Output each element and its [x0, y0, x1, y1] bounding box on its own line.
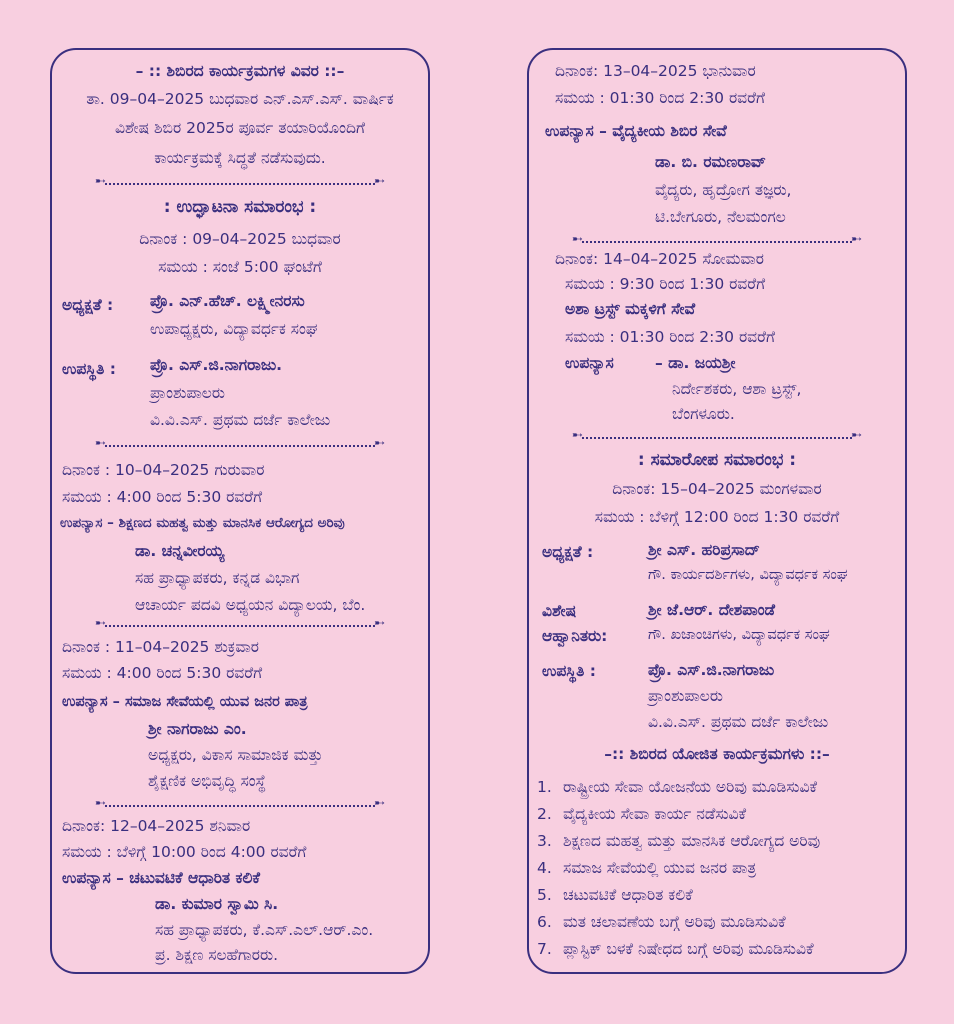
day13-date: ದಿನಾಂಕ: 13–04–2025 ಭಾನುವಾರ — [555, 62, 756, 80]
day10-role-2: ಆಚಾರ್ಯ ಪದವಿ ಅಧ್ಯಯನ ವಿದ್ಯಾಲಯ, ಬೆಂ. — [135, 596, 366, 614]
valedictory-presence-label: ಉಪಸ್ಥಿತಿ : — [542, 662, 596, 680]
divider: ➸ ➸ — [572, 428, 862, 443]
item-text: ಪ್ಲಾಸ್ಟಿಕ್ ಬಳಕೆ ನಿಷೇಧದ ಬಗ್ಗೆ ಅರಿವು ಮೂಡಿಸುವಿಕೆ — [563, 940, 814, 958]
day10-role-1: ಸಹ ಪ್ರಾಧ್ಯಾಪಕರು, ಕನ್ನಡ ವಿಭಾಗ — [135, 569, 300, 587]
item-text: ಶಿಕ್ಷಣದ ಮಹತ್ವ ಮತ್ತು ಮಾನಸಿಕ ಆರೋಗ್ಯದ ಅರಿವು — [563, 832, 821, 850]
divider: ➸ ➸ — [95, 436, 385, 451]
guest-role: ಗೌ. ಖಜಾಂಚಿಗಳು, ವಿದ್ಯಾವರ್ಧಕ ಸಂಘ — [648, 627, 830, 643]
day14-role-2: ಬೆಂಗಳೂರು. — [672, 405, 735, 423]
item-number: 6. — [537, 913, 552, 931]
day14-time-2: ಸಮಯ : 01:30 ರಿಂದ 2:30 ರವರೆಗೆ — [565, 328, 775, 346]
intro-line-2: ವಿಶೇಷ ಶಿಬಿರ 2025ರ ಪೂರ್ವ ತಯಾರಿಯೊಂದಿಗೆ — [115, 119, 365, 137]
president-label: ಅಧ್ಯಕ್ಷತೆ : — [62, 296, 114, 314]
item-number: 3. — [537, 832, 552, 850]
intro-line-3: ಕಾರ್ಯಕ್ರಮಕ್ಕೆ ಸಿದ್ಧತೆ ನಡೆಸುವುದು. — [154, 149, 326, 167]
day11-time: ಸಮಯ : 4:00 ರಿಂದ 5:30 ರವರೆಗೆ — [62, 664, 263, 682]
item-number: 2. — [537, 805, 552, 823]
inauguration-title: : ಉದ್ಘಾಟನಾ ಸಮಾರಂಭ : — [163, 197, 317, 217]
item-text: ರಾಷ್ಟ್ರೀಯ ಸೇವಾ ಯೋಜನೆಯ ಅರಿವು ಮೂಡಿಸುವಿಕೆ — [563, 778, 818, 796]
valedictory-date: ದಿನಾಂಕ: 15–04–2025 ಮಂಗಳವಾರ — [612, 480, 822, 498]
divider: ➸ ➸ — [95, 796, 385, 811]
inauguration-time: ಸಮಯ : ಸಂಜೆ 5:00 ಘಂಟೆಗೆ — [158, 258, 322, 276]
item-number: 5. — [537, 886, 552, 904]
planned-programs-title: –:: ಶಿಬಿರದ ಯೋಜಿತ ಕಾರ್ಯಕ್ರಮಗಳು ::– — [604, 745, 830, 763]
item-text: ಚಟುವಟಿಕೆ ಆಧಾರಿತ ಕಲಿಕೆ — [563, 886, 693, 904]
day10-speaker: ಡಾ. ಚನ್ನವೀರಯ್ಯ — [135, 542, 225, 560]
presence-label: ಉಪಸ್ಥಿತಿ : — [62, 360, 116, 378]
day14-service: ಅಶಾ ಟ್ರಸ್ಟ್ ಮಕ್ಕಳಿಗೆ ಸೇವೆ — [565, 300, 696, 318]
item-number: 1. — [537, 778, 552, 796]
day14-date: ದಿನಾಂಕ: 14–04–2025 ಸೋಮವಾರ — [555, 250, 764, 268]
day14-time: ಸಮಯ : 9:30 ರಿಂದ 1:30 ರವರೆಗೆ — [565, 275, 766, 293]
day13-role-2: ಟಿ.ಬೇಗೂರು, ನೆಲಮಂಗಲ — [655, 208, 786, 226]
item-text: ಸಮಾಜ ಸೇವೆಯಲ್ಲಿ ಯುವ ಜನರ ಪಾತ್ರ — [563, 859, 757, 877]
day13-time: ಸಮಯ : 01:30 ರಿಂದ 2:30 ರವರೆಗೆ — [555, 89, 765, 107]
divider: ➸ ➸ — [572, 232, 862, 247]
day13-lecture: ಉಪನ್ಯಾಸ – ವೈದ್ಯಕೀಯ ಶಿಬಿರ ಸೇವೆ — [545, 122, 727, 140]
divider: ➸ ➸ — [95, 616, 385, 631]
president-role: ಉಪಾಧ್ಯಕ್ಷರು, ವಿದ್ಯಾವರ್ಧಕ ಸಂಘ — [150, 320, 318, 338]
day13-speaker: ಡಾ. ಬಿ. ರಮಣರಾವ್ — [655, 153, 766, 171]
guest-label-2: ಆಹ್ವಾನಿತರು: — [542, 627, 608, 645]
intro-line-1: ತಾ. 09–04–2025 ಬುಧವಾರ ಎನ್.ಎಸ್.ಎಸ್. ವಾರ್ಷಿಕ — [86, 90, 394, 108]
day14-lecture-speaker: – ಡಾ. ಜಯಶ್ರೀ — [655, 354, 736, 372]
guest-label-1: ವಿಶೇಷ — [542, 602, 577, 620]
day12-date: ದಿನಾಂಕ: 12–04–2025 ಶನಿವಾರ — [62, 817, 251, 835]
day12-lecture: ಉಪನ್ಯಾಸ – ಚಟುವಟಿಕೆ ಆಧಾರಿತ ಕಲಿಕೆ — [62, 869, 260, 887]
day11-lecture: ಉಪನ್ಯಾಸ – ಸಮಾಜ ಸೇವೆಯಲ್ಲಿ ಯುವ ಜನರ ಪಾತ್ರ — [62, 694, 308, 710]
item-text: ವೈದ್ಯಕೀಯ ಸೇವಾ ಕಾರ್ಯ ನಡೆಸುವಿಕೆ — [563, 805, 747, 823]
item-number: 7. — [537, 940, 552, 958]
valedictory-time: ಸಮಯ : ಬೆಳಿಗ್ಗೆ 12:00 ರಿಂದ 1:30 ರವರೆಗೆ — [594, 508, 840, 526]
day13-role-1: ವೈದ್ಯರು, ಹೃದ್ರೋಗ ತಜ್ಞರು, — [655, 181, 792, 199]
divider: ➸ ➸ — [95, 174, 385, 189]
valedictory-title: : ಸಮಾರೋಪ ಸಮಾರಂಭ : — [637, 450, 797, 470]
president-name: ಪ್ರೊ. ಎನ್.ಹೆಚ್. ಲಕ್ಷ್ಮೀನರಸು — [150, 292, 305, 310]
day11-role-1: ಅಧ್ಯಕ್ಷರು, ವಿಕಾಸ ಸಾಮಾಜಿಕ ಮತ್ತು — [148, 746, 323, 764]
valedictory-president-label: ಅಧ್ಯಕ್ಷತೆ : — [542, 543, 594, 561]
day11-date: ದಿನಾಂಕ : 11–04–2025 ಶುಕ್ರವಾರ — [62, 638, 260, 656]
presence-role-2: ವಿ.ವಿ.ಎಸ್. ಪ್ರಥಮ ದರ್ಜೆ ಕಾಲೇಜು — [150, 411, 331, 429]
day11-speaker: ಶ್ರೀ ನಾಗರಾಜು ಎಂ. — [148, 720, 247, 738]
day14-lecture-label: ಉಪನ್ಯಾಸ — [565, 354, 614, 372]
valedictory-presence-role-2: ವಿ.ವಿ.ಎಸ್. ಪ್ರಥಮ ದರ್ಜೆ ಕಾಲೇಜು — [648, 713, 829, 731]
program-details-heading: – :: ಶಿಬಿರದ ಕಾರ್ಯಕ್ರಮಗಳ ವಿವರ ::– — [135, 62, 345, 80]
day12-role-1: ಸಹ ಪ್ರಾಧ್ಯಾಪಕರು, ಕೆ.ಎಸ್.ಎಲ್.ಆರ್.ಎಂ. — [155, 921, 374, 939]
item-text: ಮತ ಚಲಾವಣೆಯ ಬಗ್ಗೆ ಅರಿವು ಮೂಡಿಸುವಿಕೆ — [563, 913, 786, 931]
day14-role-1: ನಿರ್ದೇಶಕರು, ಆಶಾ ಟ್ರಸ್ಟ್, — [672, 380, 802, 398]
presence-role-1: ಪ್ರಾಂಶುಪಾಲರು — [150, 384, 225, 402]
valedictory-presence-role-1: ಪ್ರಾಂಶುಪಾಲರು — [648, 687, 723, 705]
day12-speaker: ಡಾ. ಕುಮಾರ ಸ್ವಾಮಿ ಸಿ. — [155, 895, 279, 913]
day10-date: ದಿನಾಂಕ : 10–04–2025 ಗುರುವಾರ — [62, 461, 265, 479]
valedictory-president-name: ಶ್ರೀ ಎಸ್. ಹರಿಪ್ರಸಾದ್ — [648, 541, 760, 559]
day10-lecture: ಉಪನ್ಯಾಸ – ಶಿಕ್ಷಣದ ಮಹತ್ವ ಮತ್ತು ಮಾನಸಿಕ ಆರೋಗ್ಯದ ಅರಿವು — [60, 515, 345, 531]
inauguration-date: ದಿನಾಂಕ : 09–04–2025 ಬುಧವಾರ — [139, 230, 341, 248]
valedictory-presence-name: ಪ್ರೊ. ಎಸ್.ಜಿ.ನಾಗರಾಜು — [648, 661, 775, 679]
item-number: 4. — [537, 859, 552, 877]
guest-name: ಶ್ರೀ ಜೆ.ಆರ್. ದೇಶಪಾಂಡೆ — [648, 601, 776, 619]
presence-name: ಪ್ರೊ. ಎಸ್.ಜಿ.ನಾಗರಾಜು. — [150, 356, 283, 374]
valedictory-president-role: ಗೌ. ಕಾರ್ಯದರ್ಶಿಗಳು, ವಿದ್ಯಾವರ್ಧಕ ಸಂಘ — [648, 567, 848, 583]
day10-time: ಸಮಯ : 4:00 ರಿಂದ 5:30 ರವರೆಗೆ — [62, 488, 263, 506]
day12-role-2: ಪ್ರ. ಶಿಕ್ಷಣ ಸಲಹೆಗಾರರು. — [155, 946, 279, 964]
day12-time: ಸಮಯ : ಬೆಳಿಗ್ಗೆ 10:00 ರಿಂದ 4:00 ರವರೆಗೆ — [62, 843, 307, 861]
day11-role-2: ಶೈಕ್ಷಣಿಕ ಅಭಿವೃದ್ಧಿ ಸಂಸ್ಥೆ — [148, 772, 267, 790]
